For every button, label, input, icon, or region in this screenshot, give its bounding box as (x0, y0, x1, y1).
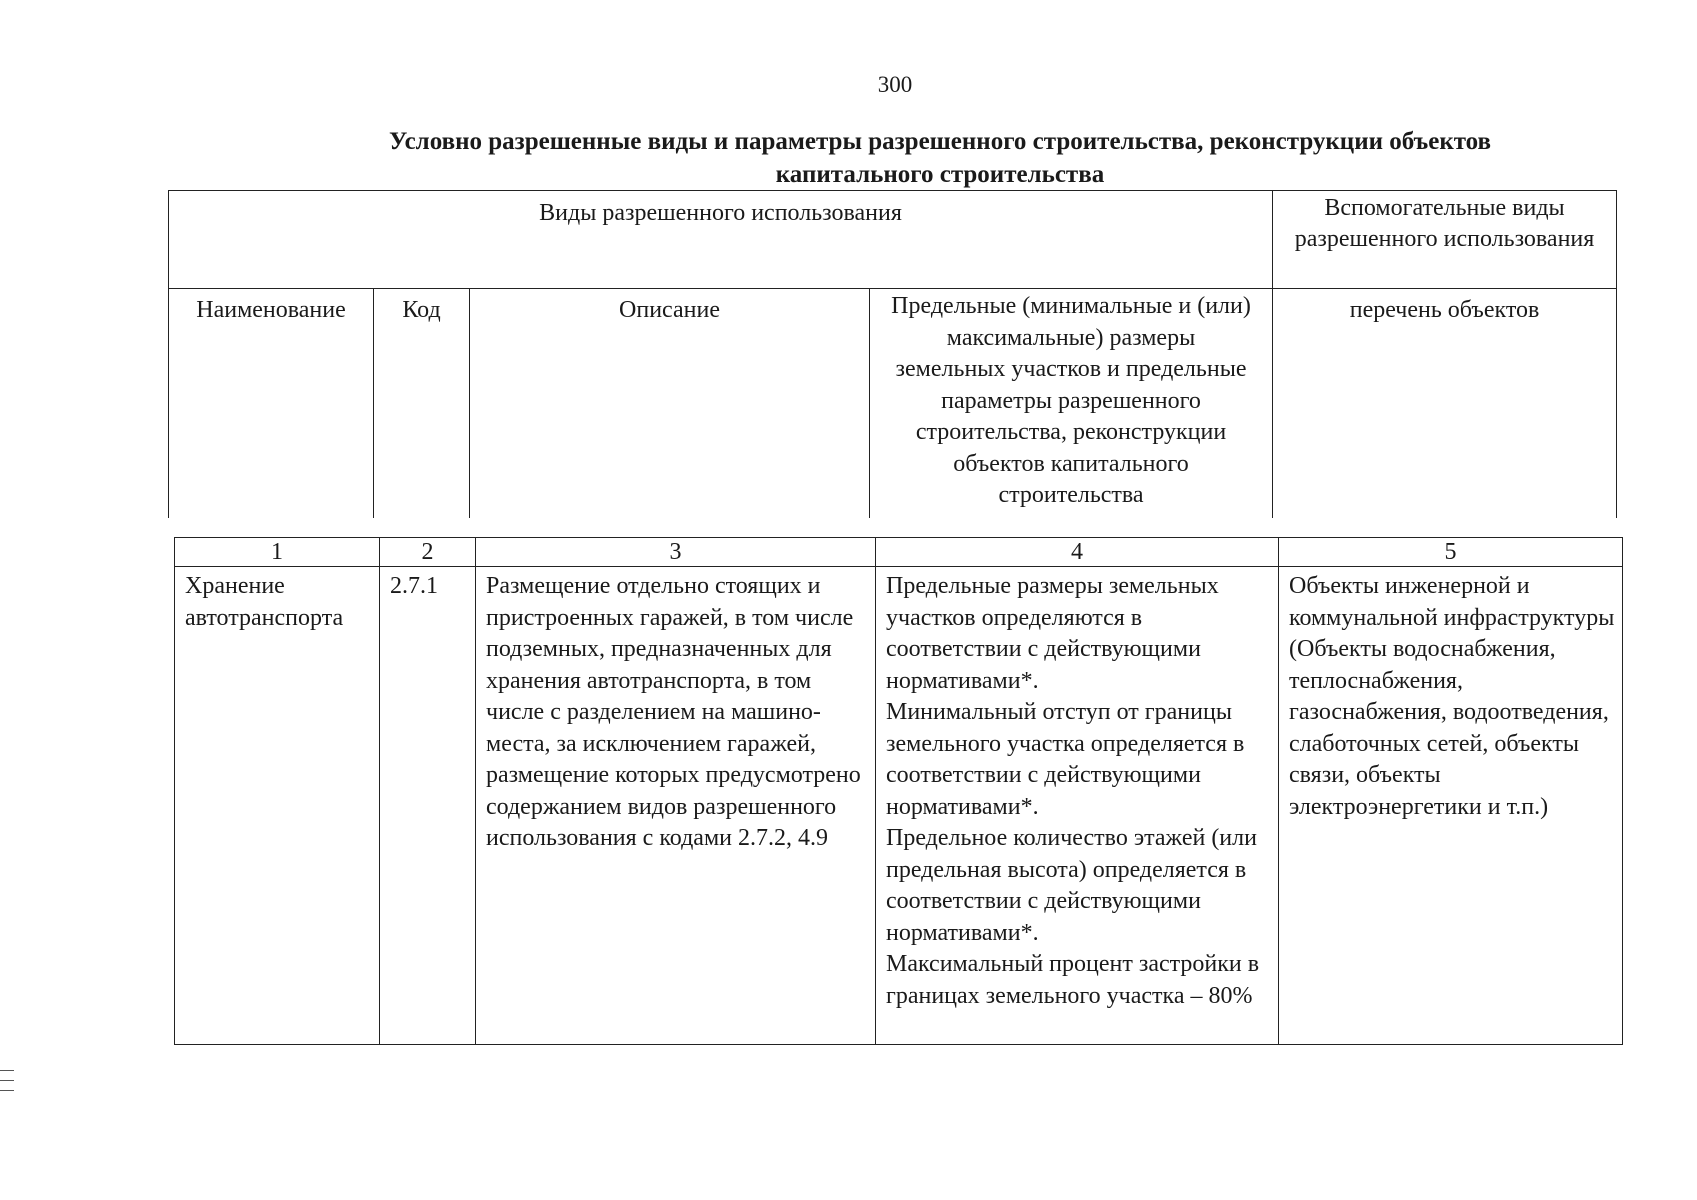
cell-name: Хранение автотранспорта (175, 567, 380, 1045)
limit-line: Предельное количество этажей (или предельная высота) определяется в соответствии с действующими нормативами*. (886, 825, 1257, 946)
cell-description: Размещение отдельно стоящих и пристроенных гаражей, в том числе подземных, предназначенных для хранения автотранспорта, в том числе с разделением на машино-места, за исключением гаражей, размещение которых предусмотрено содержанием видов разрешенного использования с кодами 2.7.2, 4.9 (476, 567, 876, 1045)
data-table (174, 537, 1623, 1045)
column-number-1: 1 (175, 538, 380, 567)
column-number-4: 4 (876, 538, 1279, 567)
header-aux-group: Вспомогательные виды разрешенного использования (1273, 191, 1617, 289)
margin-mark (0, 1080, 14, 1081)
margin-mark (0, 1090, 14, 1091)
header-col-aux-list: перечень объектов (1273, 289, 1617, 519)
cell-code: 2.7.1 (380, 567, 476, 1045)
header-col-code: Код (374, 289, 470, 519)
cell-aux-objects: Объекты инженерной и коммунальной инфраструктуры (Объекты водоснабжения, теплоснабжения, газоснабжения, водоотведения, слаботочных сетей, объекты связи, объекты электроэнергетики и т.п.) (1279, 567, 1623, 1045)
column-number-3: 3 (476, 538, 876, 567)
page-number: 300 (877, 72, 913, 97)
column-number-5: 5 (1279, 538, 1623, 567)
table-row (175, 567, 1623, 1045)
header-col-description: Описание (470, 289, 870, 519)
limit-line: Максимальный процент застройки в границах земельного участка – 80% (886, 951, 1260, 1009)
column-number-2: 2 (380, 538, 476, 567)
header-col-name: Наименование (169, 289, 374, 519)
document-title: Условно разрешенные виды и параметры разрешенного строительства, реконструкции объектов капитального строительства (388, 128, 1492, 188)
limit-line: Предельные размеры земельных участков определяются в соответствии с действующими нормативами*. (886, 573, 1219, 694)
cell-limits (876, 567, 1279, 1045)
header-table (168, 190, 1617, 518)
header-col-limits: Предельные (минимальные и (или) максимальные) размеры земельных участков и предельные параметры разрешенного строительства, реконструкции объектов капитального строительства (870, 289, 1273, 519)
header-main-group: Виды разрешенного использования (169, 191, 1273, 289)
limit-line: Минимальный отступ от границы земельного участка определяется в соответствии с действующими нормативами*. (886, 699, 1245, 820)
margin-mark (0, 1070, 14, 1071)
